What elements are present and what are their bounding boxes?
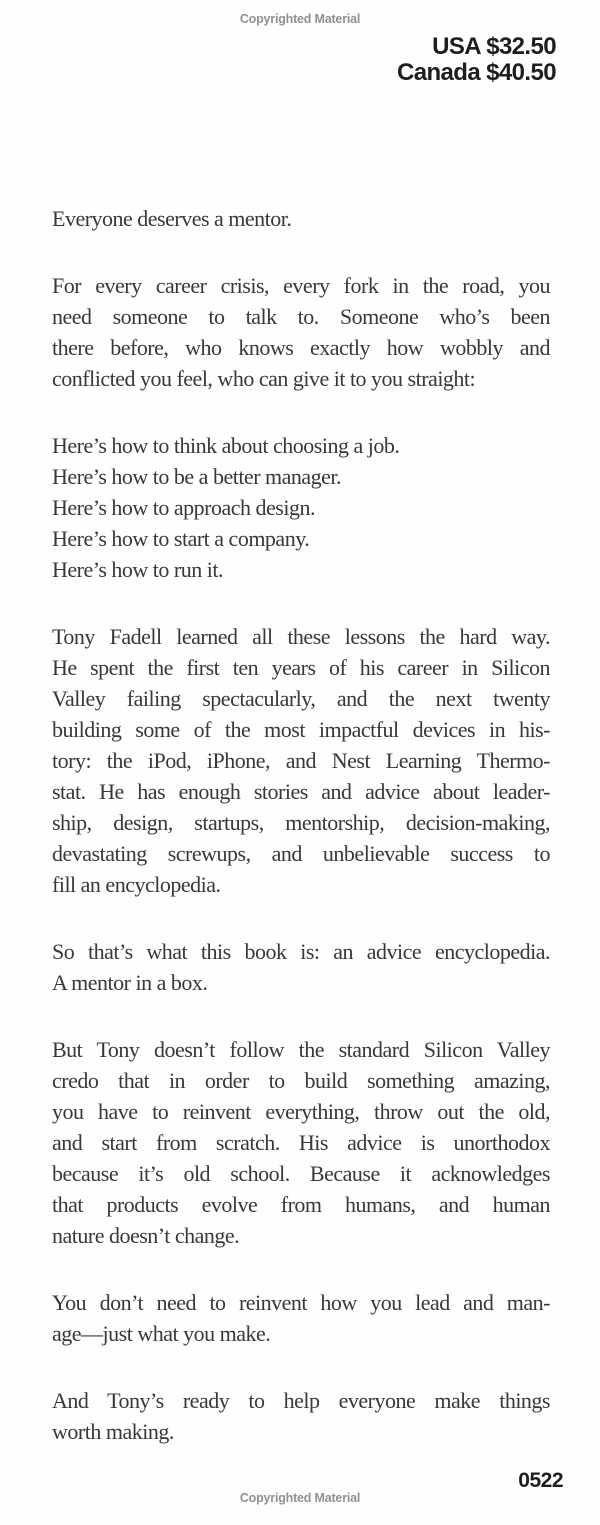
flap-line: tory: the iPod, iPhone, and Nest Learning Thermo- — [52, 748, 550, 773]
flap-line: Here’s how to run it. — [52, 557, 223, 582]
copyright-notice-top: Copyrighted Material — [239, 12, 361, 26]
flap-line: Everyone deserves a mentor. — [52, 206, 292, 231]
flap-line: age—just what you make. — [52, 1321, 271, 1346]
flap-paragraph — [52, 936, 550, 998]
flap-line: you have to reinvent everything, throw out the old, — [52, 1099, 550, 1124]
flap-line: So that’s what this book is: an advice encyclopedia. — [52, 939, 550, 964]
flap-line: building some of the most impactful devices in his- — [52, 717, 550, 742]
flap-line: devastating screwups, and unbelievable success to — [52, 841, 550, 866]
flap-line: need someone to talk to. Someone who’s been — [52, 304, 550, 329]
flap-paragraph — [52, 430, 550, 585]
flap-line: fill an encyclopedia. — [52, 872, 221, 897]
price-usa: USA $32.50 — [432, 33, 556, 60]
flap-line: conflicted you feel, who can give it to you straight: — [52, 366, 476, 391]
flap-line: Here’s how to approach design. — [52, 495, 315, 520]
flap-paragraph — [52, 270, 550, 394]
flap-line: ship, design, startups, mentorship, decision-making, — [52, 810, 550, 835]
flap-line: there before, who knows exactly how wobbly and — [52, 335, 550, 360]
flap-line: Here’s how to be a better manager. — [52, 464, 342, 489]
flap-line: because it’s old school. Because it acknowledges — [52, 1161, 550, 1186]
flap-paragraph — [52, 1287, 550, 1349]
flap-line: stat. He has enough stories and advice about leader- — [52, 779, 550, 804]
flap-line: A mentor in a box. — [52, 970, 208, 995]
flap-line: and start from scratch. His advice is unorthodox — [52, 1130, 550, 1155]
flap-line: Valley failing spectacularly, and the next twenty — [52, 686, 550, 711]
price-block — [397, 34, 556, 86]
flap-line: credo that in order to build something amazing, — [52, 1068, 550, 1093]
flap-line: For every career crisis, every fork in the road, you — [52, 273, 550, 298]
flap-paragraph — [52, 621, 550, 900]
flap-paragraph — [52, 203, 550, 234]
flap-line: that products evolve from humans, and human — [52, 1192, 550, 1217]
flap-line: And Tony’s ready to help everyone make things — [52, 1388, 550, 1413]
flap-paragraph — [52, 1034, 550, 1251]
print-code: 0522 — [518, 1469, 563, 1492]
flap-line: nature doesn’t change. — [52, 1223, 240, 1248]
flap-line: worth making. — [52, 1419, 174, 1444]
flap-line: Tony Fadell learned all these lessons the hard way. — [52, 624, 550, 649]
price-canada: Canada $40.50 — [397, 59, 556, 86]
flap-paragraph — [52, 1385, 550, 1447]
flap-line: He spent the first ten years of his career in Silicon — [52, 655, 550, 680]
flap-line: Here’s how to think about choosing a job. — [52, 433, 400, 458]
flap-line: But Tony doesn’t follow the standard Silicon Valley — [52, 1037, 550, 1062]
copyright-notice-bottom: Copyrighted Material — [239, 1491, 361, 1505]
flap-line: You don’t need to reinvent how you lead and man- — [52, 1290, 550, 1315]
flap-line: Here’s how to start a company. — [52, 526, 310, 551]
flap-body-text — [52, 203, 550, 1447]
